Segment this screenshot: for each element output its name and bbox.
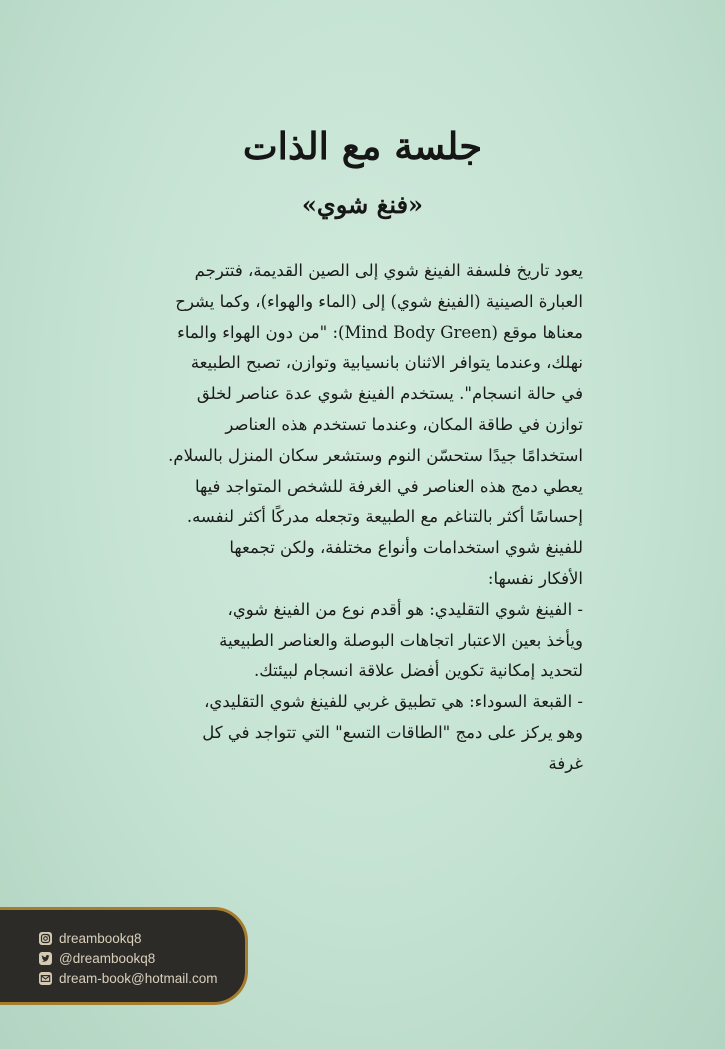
page-title: جلسة مع الذات <box>242 124 483 168</box>
body-line: ويأخذ بعين الاعتبار اتجاهات البوصلة والعناصر الطبيعية <box>219 630 583 650</box>
body-line: توازن في طاقة المكان، وعندما تستخدم هذه العناصر <box>225 414 583 434</box>
twitter-handle: @dreambookq8 <box>59 950 156 966</box>
body-line: لتحديد إمكانية تكوين أفضل علاقة انسجام لبيئتك. <box>254 661 583 681</box>
body-line: وهو يركز على دمج "الطاقات التسع" التي تتواجد في كل <box>202 722 583 742</box>
body-line: للفينغ شوي استخدامات وأنواع مختلفة، ولكن تجمعها <box>229 538 583 558</box>
twitter-icon <box>39 952 52 965</box>
body-text <box>168 256 583 780</box>
body-line: استخدامًا جيدًا ستحسّن النوم وستشعر سكان المنزل بالسلام. <box>168 445 583 465</box>
contact-panel <box>0 907 248 1005</box>
body-line: - القبعة السوداء: هي تطبيق غربي للفينغ شوي التقليدي، <box>204 692 583 712</box>
contact-instagram[interactable] <box>39 927 142 949</box>
instagram-handle: dreambookq8 <box>59 930 142 946</box>
body-line: - الفينغ شوي التقليدي: هو أقدم نوع من الفينغ شوي، <box>227 599 583 619</box>
email-icon <box>39 972 52 985</box>
body-line: إحساسًا أكثر بالتناغم مع الطبيعة وتجعله مدركًا أكثر لنفسه. <box>186 507 583 527</box>
body-line: في حالة انسجام". يستخدم الفينغ شوي عدة عناصر لخلق <box>196 384 583 404</box>
contact-email[interactable] <box>39 967 218 989</box>
body-line: معناها موقع (Mind Body Green): "من دون الهواء والماء <box>177 322 583 342</box>
body-line: يعود تاريخ فلسفة الفينغ شوي إلى الصين القديمة، فتترجم <box>194 261 583 280</box>
body-line: يعطي دمج هذه العناصر في الغرفة للشخص المتواجد فيها <box>194 476 583 496</box>
body-line: نهلك، وعندما يتوافر الاثنان بانسيابية وتوازن، تصبح الطبيعة <box>190 353 583 373</box>
contact-twitter[interactable] <box>39 947 155 969</box>
body-line: غرفة <box>548 753 583 773</box>
body-line: العبارة الصينية (الفينغ شوي) إلى (الماء والهواء)، وكما يشرح <box>175 291 583 311</box>
body-line: الأفكار نفسها: <box>487 568 583 588</box>
page-subtitle: «فنغ شوي» <box>301 190 424 219</box>
instagram-icon <box>39 932 52 945</box>
email-address: dream-book@hotmail.com <box>59 970 218 986</box>
